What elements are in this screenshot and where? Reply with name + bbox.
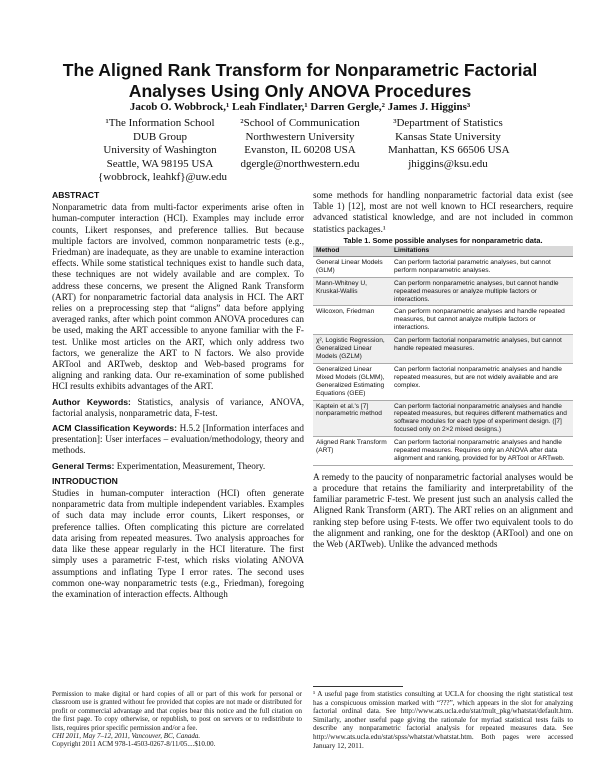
conference-line: CHI 2011, May 7–12, 2011, Vancouver, BC, Canada. — [52, 732, 201, 741]
analysis-table — [313, 246, 573, 466]
abstract-heading: ABSTRACT — [52, 190, 100, 200]
right-intro-text: some methods for handling nonparametric factorial data exist (see Table 1) [12], most are not well known to HCI researchers, require advanced statistical knowledge, and are not included in common statistics packages.¹ — [313, 190, 573, 234]
table-row — [313, 363, 573, 400]
table-row — [313, 335, 573, 364]
table-cell-limitations: Can perform factorial nonparametric analyses, but cannot handle repeated measures. — [391, 335, 573, 364]
right-body-text: A remedy to the paucity of nonparametric factorial analyses would be a procedure that retains the familiarity and interpretability of the familiar parametric F-test. We present just such an analysis called the Aligned Rank Transform (ART). The ART relies on an alignment and ranking step before using F-tests. We offer two equivalent tools to do the alignment and ranking, one for the desktop (ARTool) and one on the Web (ARTweb). Unlike the advanced methods — [313, 471, 573, 550]
affiliation-line: Seattle, WA 98195 USA — [106, 157, 214, 170]
table-row — [313, 400, 573, 437]
table-row — [313, 306, 573, 335]
table-cell-limitations: Can perform factorial parametric analyses, but cannot perform nonparametric analyses. — [391, 256, 573, 277]
table-row — [313, 437, 573, 466]
table-cell-limitations: Can perform nonparametric analyses, but cannot handle repeated measures or analyze multiple factors or interactions. — [391, 277, 573, 306]
affiliation-line: ¹The Information School — [105, 117, 215, 129]
table-caption: Table 1. Some possible analyses for nonparametric data. — [343, 235, 543, 245]
table-cell-method: Mann-Whitney U, Kruskal-Wallis — [313, 277, 391, 306]
keywords-text: Statistics, analysis of variance, ANOVA, factorial analysis, nonparametric data, F-test. — [52, 396, 305, 418]
copyright-block — [52, 690, 302, 749]
footnote-divider — [313, 686, 403, 687]
table-cell-method: Aligned Rank Transform (ART) — [313, 437, 391, 466]
affiliation-3 — [388, 117, 508, 171]
terms-text: Experimentation, Measurement, Theory. — [114, 460, 266, 471]
affiliation-line: Kansas State University — [395, 130, 501, 143]
affiliation-1 — [98, 117, 228, 185]
table-cell-limitations: Can perform factorial nonparametric analyses and handle repeated measures, but requires different mathematics and software modules for each type of experiment design. ([7] focused only on 2×2 mixed designs.) — [391, 400, 573, 437]
table-cell-method: Wilcoxon, Friedman — [313, 306, 391, 335]
table-header-limitations: Limitations — [391, 246, 573, 256]
table-cell-method: General Linear Models (GLM) — [313, 256, 391, 277]
acm-classification — [52, 423, 304, 457]
affiliation-line: Evanston, IL 60208 USA — [244, 144, 356, 157]
affiliation-line: University of Washington — [103, 144, 217, 157]
title-line-1: The Aligned Rank Transform for Nonparametric Factorial — [62, 60, 538, 80]
affiliation-email: {wobbrock, leahkf}@uw.edu — [98, 171, 228, 184]
keywords-label: Author Keywords: — [52, 396, 131, 407]
table-cell-method: Generalized Linear Mixed Models (GLMM), Generalized Estimating Equations (GEE) — [313, 363, 391, 400]
right-column — [313, 190, 573, 550]
affiliation-line: Northwestern University — [245, 130, 355, 143]
copyright-line: Copyright 2011 ACM 978-1-4503-0267-8/11/05....$10.00. — [52, 740, 216, 749]
table-cell-limitations: Can perform nonparametric analyses and handle repeated measures, but cannot analyze multiple factors or interactions. — [391, 306, 573, 335]
abstract-text: Nonparametric data from multi-factor experiments arise often in human-computer interaction (HCI). Examples may include error counts, Likert responses, and preference tallies. But because multiple factors are involved, common nonparametric tests (e.g., Friedman) are inadequate, as they are unable to examine interaction effects. While some statistical techniques exist to handle such data, these techniques are not widely available and are complex. To address these concerns, we present the Aligned Rank Transform (ART) for nonparametric factorial data analysis in HCI. The ART relies on a preprocessing step that “aligns” data before applying averaged ranks, after which point common ANOVA procedures can be used, making the ART accessible to anyone familiar with the F-test. Unlike most articles on the ART, which only address two factors, we generalize the ART to N factors. We also provide ARTool and ARTweb, desktop and Web-based programs for aligning and ranking data. Our re-examination of some published HCI results exhibits advantages of the ART. — [52, 202, 304, 392]
acm-text: H.5.2 [Information interfaces and presentation]: User interfaces – evaluation/methodology, theory and methods. — [52, 423, 304, 456]
affiliation-email: jhiggins@ksu.edu — [408, 157, 488, 170]
table-cell-method: Kaptein et al.'s [7] nonparametric method — [313, 400, 391, 437]
acm-label: ACM Classification Keywords: — [52, 423, 177, 434]
table-cell-limitations: Can perform factorial nonparametric analyses and handle repeated measures. Requires only an ANOVA after data alignment and ranking, provided for by ARTool or ARTweb. — [391, 437, 573, 466]
table-row — [313, 256, 573, 277]
paper-title — [40, 60, 560, 102]
title-line-2: Analyses Using Only ANOVA Procedures — [128, 81, 472, 101]
author-list: Jacob O. Wobbrock,¹ Leah Findlater,¹ Darren Gergle,² James J. Higgins³ — [129, 101, 471, 113]
table-cell-limitations: Can perform factorial nonparametric analyses and handle repeated measures, but are not widely available and are complex. — [391, 363, 573, 400]
affiliation-email: dgergle@northwestern.edu — [240, 157, 360, 170]
table-header-row — [313, 246, 573, 256]
left-column — [52, 190, 304, 600]
affiliation-line: DUB Group — [132, 130, 188, 143]
affiliation-line: ²School of Communication — [240, 117, 360, 129]
table-cell-method: χ², Logistic Regression, Generalized Linear Models (GZLM) — [313, 335, 391, 364]
terms-label: General Terms: — [52, 460, 115, 471]
footnote: ¹ A useful page from statistics consulting at UCLA for choosing the right statistical test has a conspicuous omission marked with “???”, which appears in the slot for analyzing factorial ordinal data. See http://www.ats.ucla.edu/stat/mult_pkg/whatstat/default.htm. Similarly, another useful page giving the rationale for myriad statistical tests fails to describe any nonparametric factorial analysis for repeated measures data. See http://www.ats.ucla.edu/stat/spss/whatstat/whatstat.htm. Both pages were accessed January 12, 2011. — [313, 690, 573, 750]
table-row — [313, 277, 573, 306]
introduction-heading: INTRODUCTION — [52, 475, 118, 486]
table-header-method: Method — [313, 246, 391, 256]
affiliation-line: Manhattan, KS 66506 USA — [388, 144, 510, 157]
introduction-text: Studies in human-computer interaction (HCI) often generate nonparametric data from multiple independent variables. Examples of such data may include error counts, Likert responses, or preference tallies. Often complicating this picture are correlated data arising from repeated measures. Two analysis approaches for data like these appear regularly in the HCI literature. The first simply uses a parametric F-test, which risks violating ANOVA assumptions and inflating Type I error rates. The second uses common one-way nonparametric tests (e.g., Friedman), foregoing the examination of interaction effects. Although — [52, 488, 304, 599]
affiliation-line: ³Department of Statistics — [393, 117, 503, 129]
author-keywords — [52, 397, 304, 419]
general-terms — [52, 461, 304, 472]
permission-notice: Permission to make digital or hard copies of all or part of this work for personal or classroom use is granted without fee provided that copies are not made or distributed for profit or commercial advantage and that copies bear this notice and the full citation on the first page. To copy otherwise, or republish, to post on servers or to redistribute to lists, requires prior specific permission and/or a fee. — [52, 690, 302, 732]
affiliation-2 — [228, 117, 372, 171]
